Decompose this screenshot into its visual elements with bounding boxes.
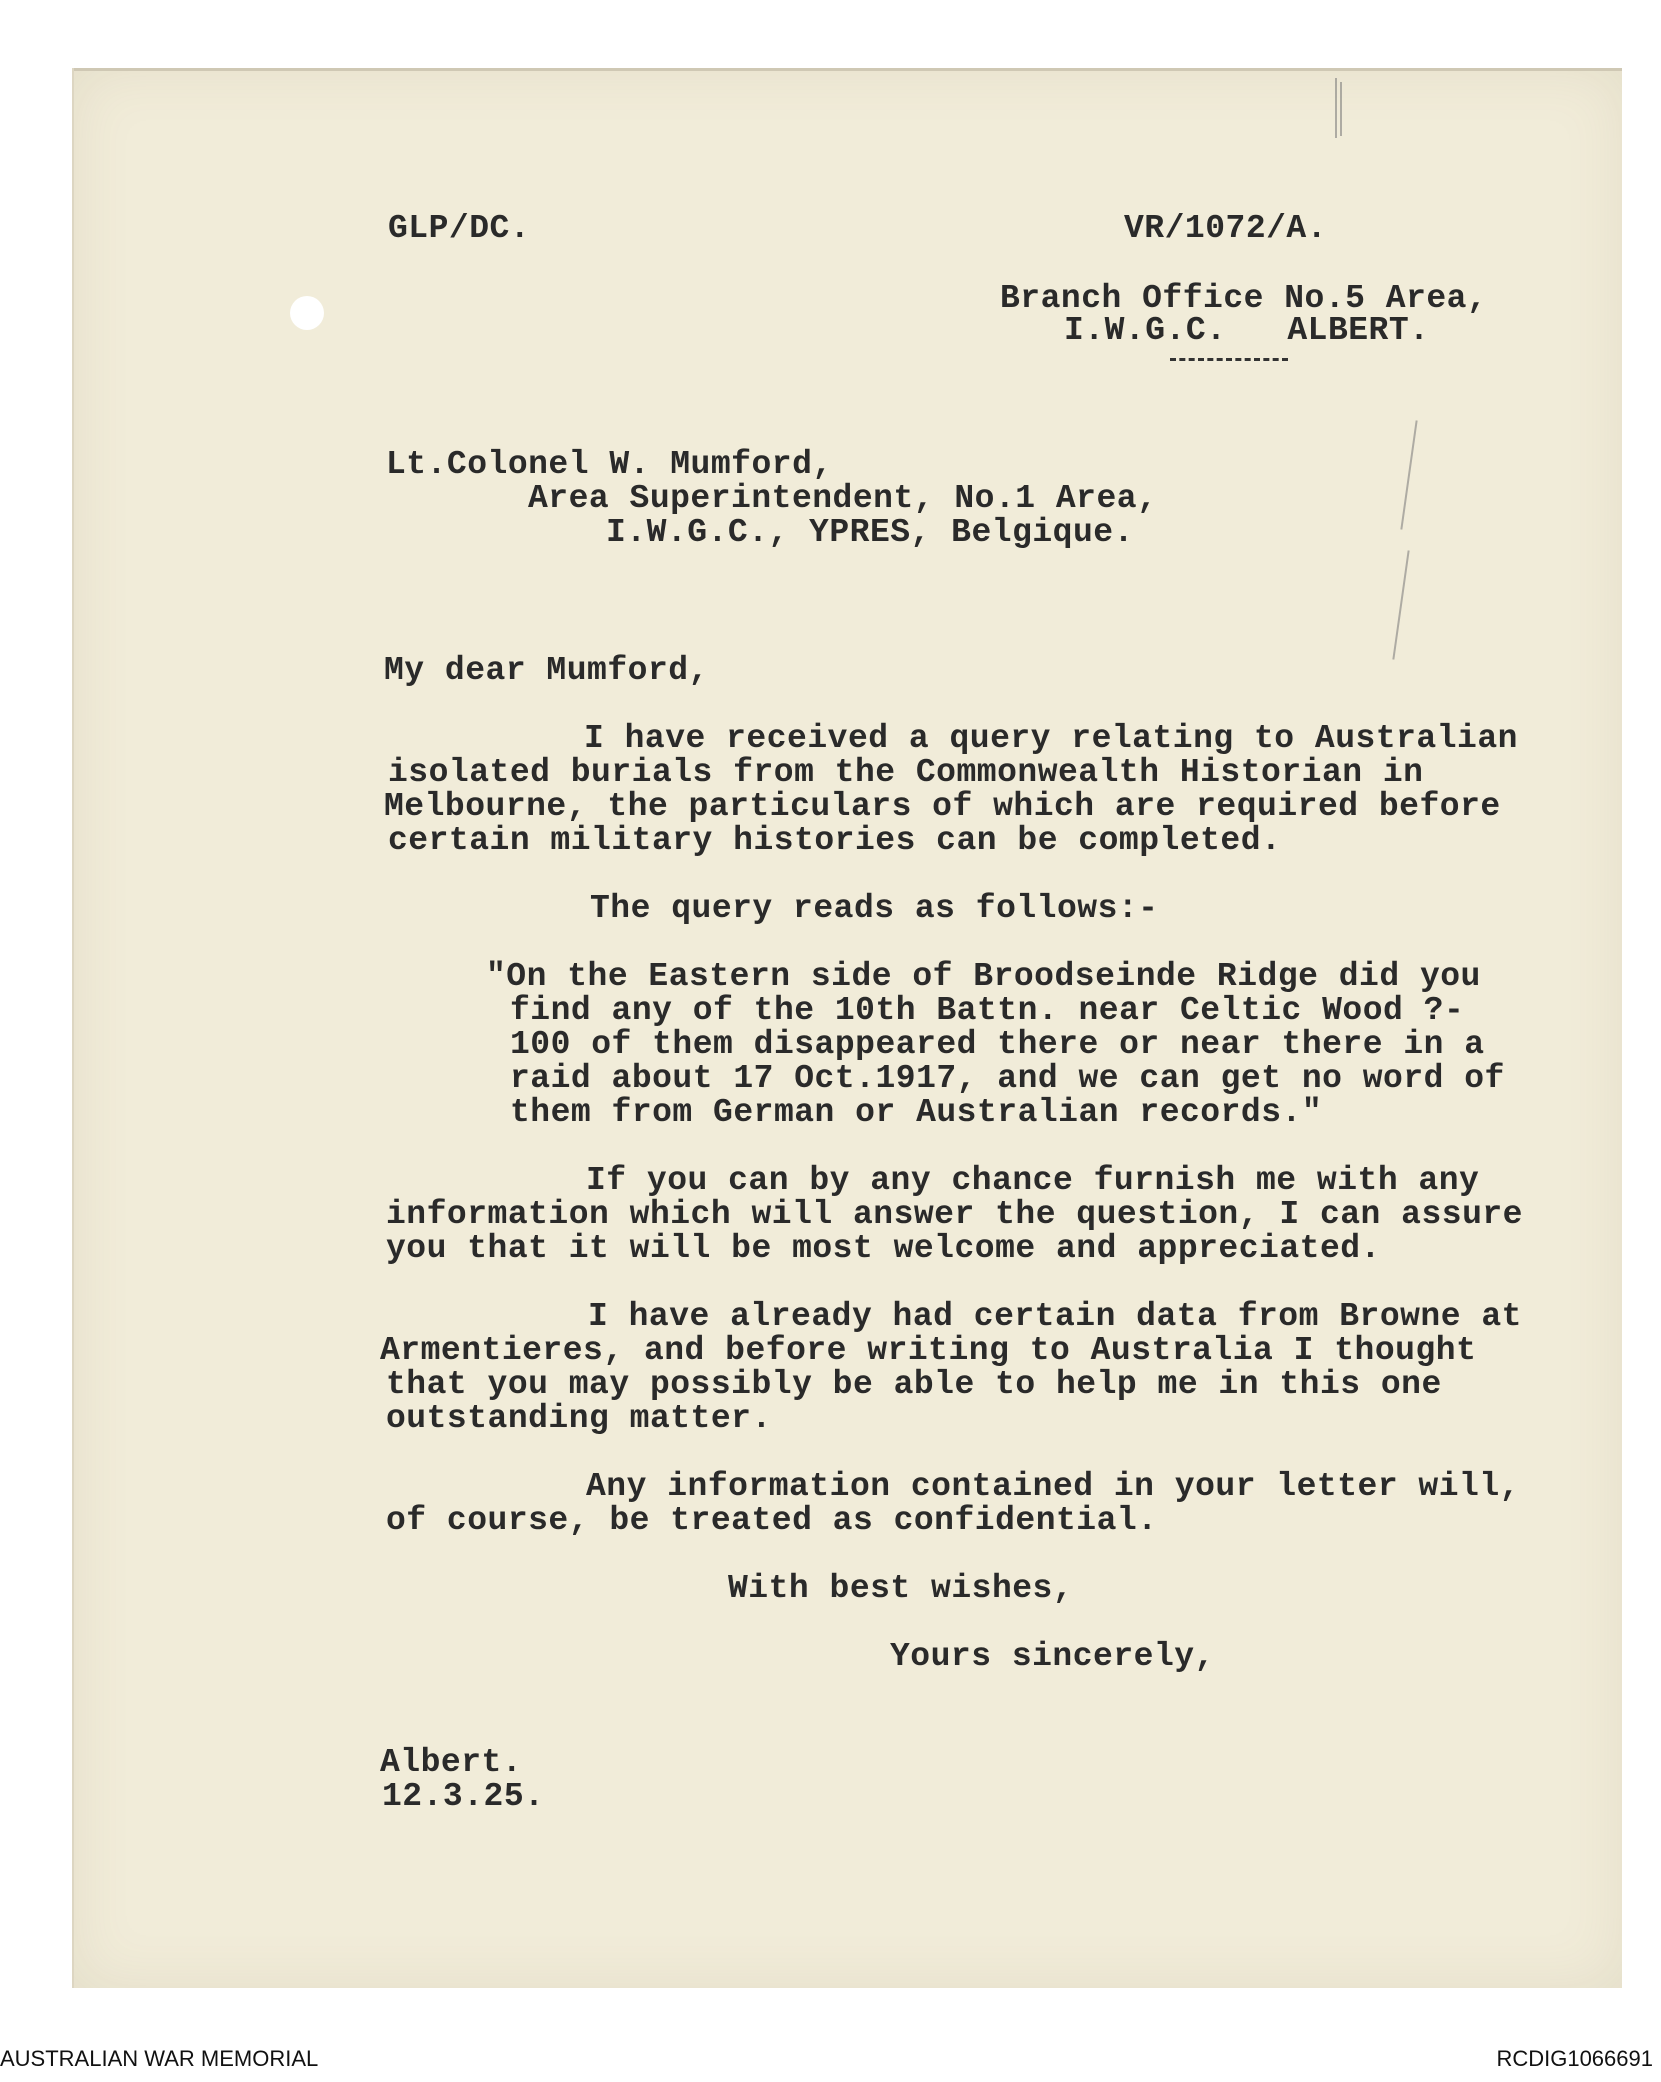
addressee-line-1: Lt.Colonel W. Mumford, [386, 446, 833, 483]
quote-line: find any of the 10th Battn. near Celtic Wood ?- [510, 992, 1465, 1029]
pencil-mark [1335, 78, 1337, 138]
place: Albert. [380, 1744, 523, 1781]
paragraph-2-line: you that it will be most welcome and appreciated. [386, 1230, 1381, 1267]
paragraph-3-line: outstanding matter. [386, 1400, 772, 1437]
pencil-mark [1340, 82, 1342, 136]
salutation: My dear Mumford, [384, 652, 709, 689]
paragraph-2-line: information which will answer the question, I can assure [386, 1196, 1523, 1233]
quote-line: "On the Eastern side of Broodseinde Ridge did you [486, 958, 1481, 995]
closing-signoff: Yours sincerely, [890, 1638, 1215, 1675]
paragraph-4-line: Any information contained in your letter will, [586, 1468, 1520, 1505]
paragraph-3-line: I have already had certain data from Browne at [588, 1298, 1522, 1335]
quote-line: them from German or Australian records." [510, 1094, 1323, 1131]
quote-line: 100 of them disappeared there or near there in a [510, 1026, 1485, 1063]
paragraph-3-line: that you may possibly be able to help me in this one [386, 1366, 1442, 1403]
paragraph-2-line: If you can by any chance furnish me with any [586, 1162, 1480, 1199]
paragraph-1-line: I have received a query relating to Australian [584, 720, 1518, 757]
closing-wishes: With best wishes, [728, 1570, 1074, 1607]
addressee-line-3: I.W.G.C., YPRES, Belgique. [606, 514, 1134, 551]
paragraph-1-line: isolated burials from the Commonwealth Historian in [388, 754, 1424, 791]
paragraph-1-line: certain military histories can be completed. [388, 822, 1282, 859]
punch-hole [290, 296, 324, 330]
footer-id: RCDIG1066691 [1496, 2046, 1653, 2071]
paragraph-1-line: Melbourne, the particulars of which are required before [384, 788, 1501, 825]
date: 12.3.25. [382, 1778, 545, 1815]
office-line-2: I.W.G.C. ALBERT. [1064, 312, 1430, 349]
footer-source: AUSTRALIAN WAR MEMORIAL [0, 2046, 319, 2071]
addressee-line-2: Area Superintendent, No.1 Area, [528, 480, 1158, 517]
divider-rule [1170, 358, 1288, 361]
reference-left: GLP/DC. [388, 210, 531, 247]
office-line-1: Branch Office No.5 Area, [1000, 280, 1488, 317]
query-intro: The query reads as follows:- [590, 890, 1159, 927]
paragraph-4-line: of course, be treated as confidential. [386, 1502, 1158, 1539]
quote-line: raid about 17 Oct.1917, and we can get no word of [510, 1060, 1505, 1097]
reference-right: VR/1072/A. [1124, 210, 1328, 247]
paragraph-3-line: Armentieres, and before writing to Australia I thought [380, 1332, 1477, 1369]
